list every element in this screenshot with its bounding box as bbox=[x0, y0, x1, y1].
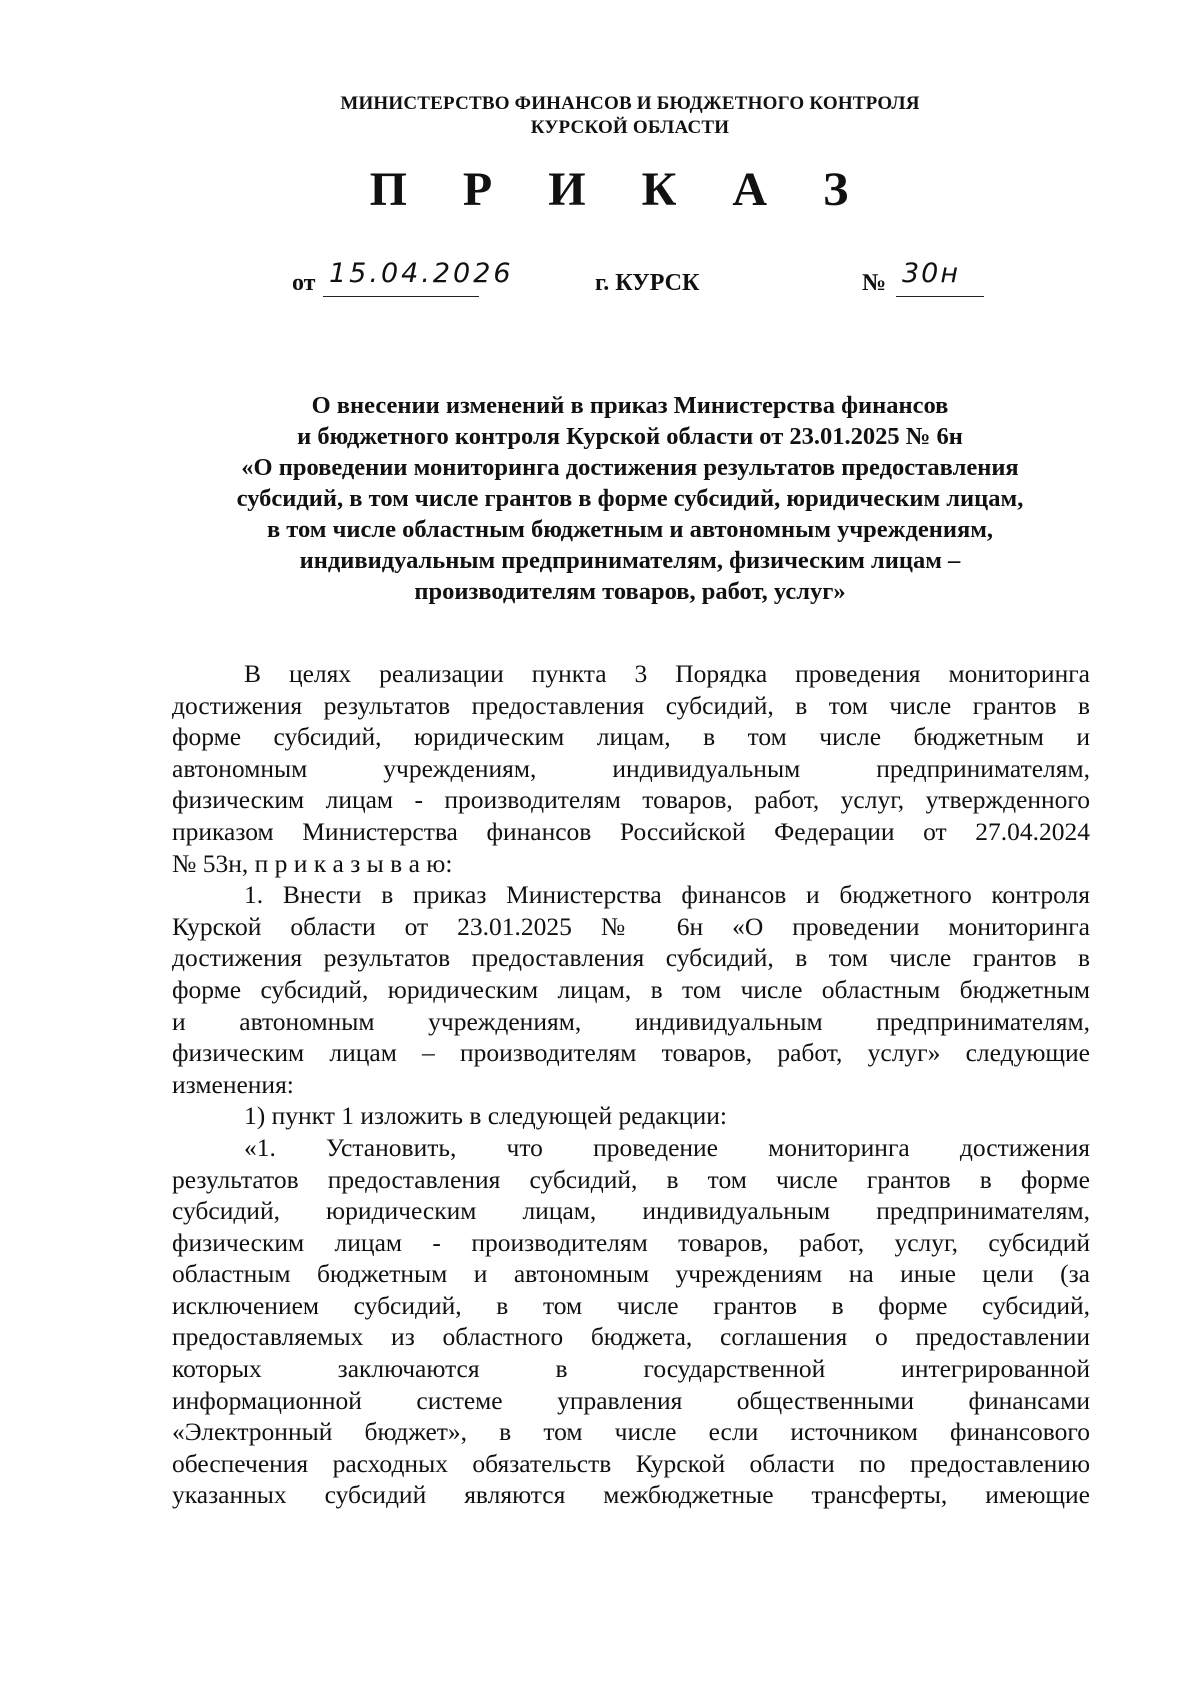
body-line: достижения результатов предоставления субсидий, в том числе грантов в bbox=[172, 943, 1090, 973]
body-line: 1) пункт 1 изложить в следующей редакции: bbox=[244, 1101, 727, 1131]
ministry-name-line1: МИНИСТЕРСТВО ФИНАНСОВ И БЮДЖЕТНОГО КОНТРОЛЯ bbox=[340, 93, 920, 114]
body-line: и автономным учреждениям, индивидуальным предпринимателям, bbox=[172, 1006, 1090, 1036]
body-line: достижения результатов предоставления субсидий, в том числе грантов в bbox=[172, 690, 1090, 720]
ministry-name-line2: КУРСКОЙ ОБЛАСТИ bbox=[530, 117, 730, 138]
body-line: Курской области от 23.01.2025 № 6н «О проведении мониторинга bbox=[172, 911, 1090, 941]
body-line: физическим лицам - производителям товаров, работ, услуг, субсидий bbox=[172, 1227, 1090, 1257]
subject-line: О внесении изменений в приказ Министерства финансов bbox=[311, 392, 949, 419]
body-line: областным бюджетным и автономным учреждениям на иные цели (за bbox=[172, 1259, 1090, 1289]
body-line: форме субсидий, юридическим лицам, в том числе областным бюджетным bbox=[172, 974, 1090, 1004]
body-line: указанных субсидий являются межбюджетные трансферты, имеющие bbox=[172, 1480, 1090, 1510]
body-line: 1. Внести в приказ Министерства финансов и бюджетного контроля bbox=[244, 880, 1090, 910]
subject-line: субсидий, в том числе грантов в форме субсидий, юридическим лицам, bbox=[236, 485, 1024, 512]
body-line: изменения: bbox=[172, 1069, 294, 1099]
body-line: субсидий, юридическим лицам, индивидуальным предпринимателям, bbox=[172, 1196, 1090, 1226]
date-prefix: от bbox=[292, 270, 316, 296]
number-prefix: № bbox=[862, 270, 887, 296]
city-label: г. КУРСК bbox=[595, 270, 700, 296]
body-line: В целях реализации пункта 3 Порядка проведения мониторинга bbox=[244, 659, 1090, 688]
body-line: «1. Установить, что проведение мониторинга достижения bbox=[244, 1132, 1090, 1162]
body-line: приказом Министерства финансов Российской Федерации от 27.04.2024 bbox=[172, 816, 1090, 846]
body-line: которых заключаются в государственной интегрированной bbox=[172, 1354, 1090, 1384]
body-line: «Электронный бюджет», в том числе если источником финансового bbox=[172, 1417, 1090, 1447]
order-subject bbox=[150, 390, 1110, 607]
subject-line: «О проведении мониторинга достижения результатов предоставления bbox=[241, 454, 1019, 481]
document-type-title: П Р И К А З bbox=[369, 163, 871, 216]
order-body bbox=[172, 658, 1090, 1511]
body-line: автономным учреждениям, индивидуальным предпринимателям, bbox=[172, 753, 1090, 783]
body-line: физическим лицам - производителям товаров, работ, услуг, утвержденного bbox=[172, 785, 1090, 815]
body-line: физическим лицам – производителям товаров, работ, услуг» следующие bbox=[172, 1038, 1090, 1068]
body-line: предоставляемых из областного бюджета, соглашения о предоставлении bbox=[172, 1322, 1090, 1352]
handwritten-date: 15.04.2026 bbox=[323, 256, 479, 297]
body-line: результатов предоставления субсидий, в том числе грантов в форме bbox=[172, 1164, 1090, 1194]
subject-line: и бюджетного контроля Курской области от 23.01.2025 № 6н bbox=[297, 423, 963, 450]
document-meta-row bbox=[0, 256, 1200, 306]
body-line: № 53н, п р и к а з ы в а ю: bbox=[172, 848, 453, 878]
body-line: обеспечения расходных обязательств Курской области по предоставлению bbox=[172, 1448, 1090, 1478]
body-line: форме субсидий, юридическим лицам, в том числе бюджетным и bbox=[172, 722, 1090, 752]
subject-line: индивидуальным предпринимателям, физическим лицам – bbox=[299, 547, 961, 574]
body-line: исключением субсидий, в том числе грантов в форме субсидий, bbox=[172, 1290, 1090, 1320]
handwritten-number: 30н bbox=[896, 256, 984, 297]
subject-line: производителям товаров, работ, услуг» bbox=[414, 578, 846, 605]
subject-line: в том числе областным бюджетным и автономным учреждениям, bbox=[266, 516, 994, 543]
ministry-header bbox=[0, 92, 1200, 140]
body-line: информационной системе управления общественными финансами bbox=[172, 1385, 1090, 1415]
